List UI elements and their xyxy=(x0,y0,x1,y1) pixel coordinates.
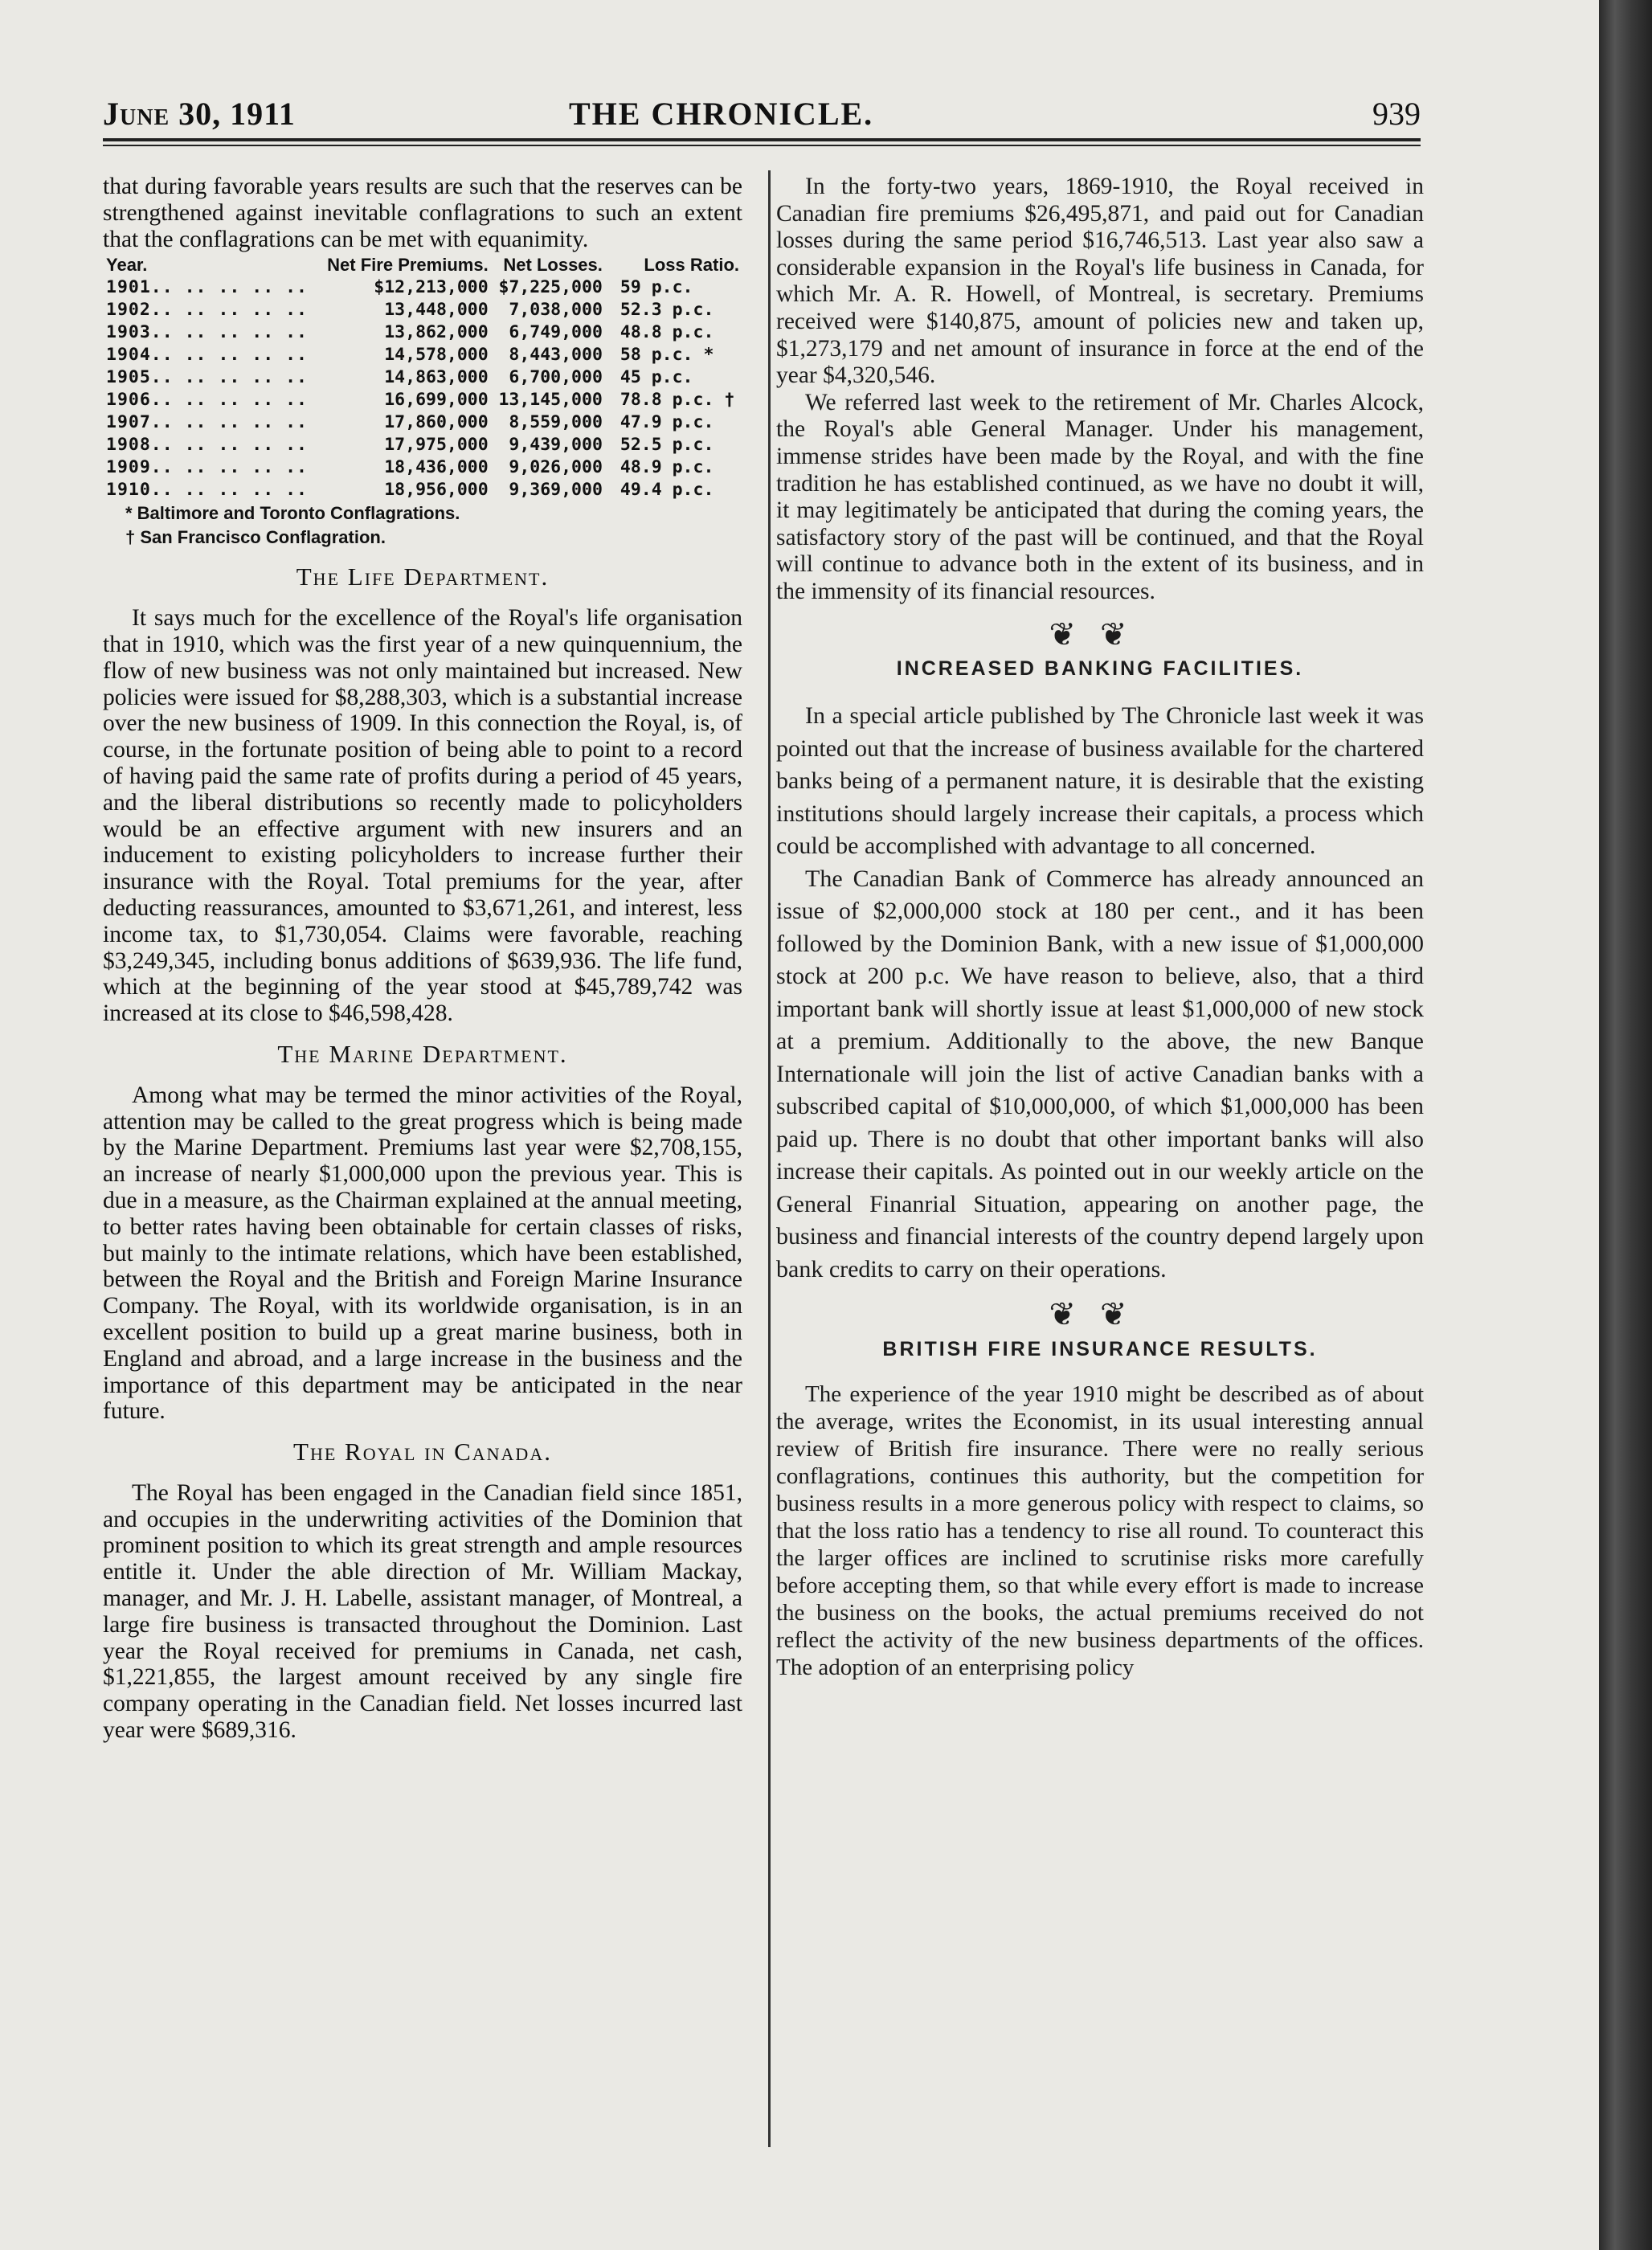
table-cell: 17,975,000 xyxy=(384,435,489,456)
header-rule-thin xyxy=(103,145,1421,146)
marine-department-paragraph: Among what may be termed the minor activities of the Royal, attention may be called to the great progress which is being made by the Marine Department. Premiums last year were $2,708,155, an increase of nearly $1,000,000 upon the previous year. This is due in a measure, as the Chairman explained at the annual meeting, to better rates having been obtainable for certain classes of risks, but mainly to the intimate relations, which have been established, between the Royal and the British and Foreign Marine Insurance Company. The Royal, with its worldwide organisation, is in an excellent position to build up a great marine business, both in England and abroad, and a large increase in the business and the importance of this department may be anticipated in the near future. xyxy=(103,1082,742,1425)
table-cell: 13,862,000 xyxy=(384,322,489,343)
table-row xyxy=(103,434,742,456)
header-date: June 30, 1911 xyxy=(103,96,296,132)
table-cell: 1908.. .. .. .. .. xyxy=(106,435,308,456)
table-cell: 13,145,000 xyxy=(498,390,603,411)
section-ornament-icon: ❦❦ xyxy=(1049,1296,1151,1333)
table-cell: 48.9 p.c. xyxy=(620,457,714,478)
table-row xyxy=(103,456,742,479)
table-cell: 6,700,000 xyxy=(509,367,603,388)
table-cell: 18,436,000 xyxy=(384,457,489,478)
section-ornament-icon: ❦❦ xyxy=(1049,616,1151,652)
table-row xyxy=(103,366,742,389)
table-cell: 1909.. .. .. .. .. xyxy=(106,457,308,478)
table-cell: 14,863,000 xyxy=(384,367,489,388)
table-cell: 6,749,000 xyxy=(509,322,603,343)
table-cell: 1906.. .. .. .. .. xyxy=(106,390,308,411)
banking-section xyxy=(776,700,1424,1286)
intro-paragraph: that during favorable years results are such that the reserves can be strengthened against inevitable conflagrations to such an extent that the conflagrations can be met with equanimity. xyxy=(103,174,742,252)
table-cell: 17,860,000 xyxy=(384,412,489,433)
table-row xyxy=(103,276,742,299)
table-cell: 9,026,000 xyxy=(509,457,603,478)
table-cell: 1910.. .. .. .. .. xyxy=(106,480,308,501)
banking-facilities-heading: INCREASED BANKING FACILITIES. xyxy=(896,657,1304,681)
table-row xyxy=(103,321,742,344)
header-title: THE CHRONICLE. xyxy=(569,96,874,132)
table-row xyxy=(103,479,742,501)
royal-in-canada-paragraph: The Royal has been engaged in the Canadian field since 1851, and occupies in the underwriting activities of the Dominion that prominent position to which its great strength and ample resources entitle it. Under the able direction of Mr. William Mackay, manager, and Mr. J. H. Labelle, assistant manager, of Montreal, a large fire business is transacted throughout the Dominion. Last year the Royal received for premiums in Canada, net cash, $1,221,855, the largest amount received by any single fire company operating in the Canadian field. Net losses incurred last year were $689,316. xyxy=(103,1479,742,1744)
table-header: Net Fire Premiums. xyxy=(327,255,489,276)
table-cell: 45 p.c. xyxy=(620,367,693,388)
table-footnote: † San Francisco Conflagration. xyxy=(125,527,386,548)
table-header: Loss Ratio. xyxy=(644,255,739,276)
table-cell: 14,578,000 xyxy=(384,345,489,366)
table-cell: $12,213,000 xyxy=(374,277,489,298)
table-footnote: * Baltimore and Toronto Conflagrations. xyxy=(125,503,460,524)
header-page-number: 939 xyxy=(1372,96,1421,132)
page-header xyxy=(103,95,1421,143)
banking-paragraph: In a special article published by The Chronicle last week it was pointed out that the increase of business available for the chartered banks being of a permanent nature, it is desirable that the existing institutions should largely increase their capitals, a process which could be accomplished with advantage to all concerned. xyxy=(776,702,1424,860)
british-fire-insurance-heading: BRITISH FIRE INSURANCE RESULTS. xyxy=(882,1337,1318,1360)
banking-paragraph: The Canadian Bank of Commerce has already announced an issue of $2,000,000 stock at 180 per cent., and it has been followed by the Dominion Bank, with a new issue of $1,000,000 stock at 200 p.c. We have reason to believe, also, that a third important bank will shortly issue at least $1,000,000 of new stock at a premium. Additionally to the above, the new Banque Internationale will join the list of active Canadian banks with a subscribed capital of $10,000,000, of which $1,000,000 has been paid up. There is no doubt that other important banks will also increase their capitals. As pointed out in our weekly article on the General Finanrial Situation, appearing on another page, the business and financial interests of the country depend largely upon bank credits to carry on their operations. xyxy=(776,865,1424,1282)
table-cell: 18,956,000 xyxy=(384,480,489,501)
table-row xyxy=(103,411,742,434)
left-column xyxy=(103,174,742,1744)
table-cell: 59 p.c. xyxy=(620,277,693,298)
table-cell: 1902.. .. .. .. .. xyxy=(106,300,308,321)
table-cell: 8,559,000 xyxy=(509,412,603,433)
table-cell: 1903.. .. .. .. .. xyxy=(106,322,308,343)
table-cell: $7,225,000 xyxy=(498,277,603,298)
table-cell: 7,038,000 xyxy=(509,300,603,321)
table-header: Year. xyxy=(106,255,148,276)
table-cell: 52.3 p.c. xyxy=(620,300,714,321)
fire-premiums-table xyxy=(103,254,742,501)
table-cell: 47.9 p.c. xyxy=(620,412,714,433)
life-department-heading: The Life Department. xyxy=(296,562,550,591)
table-cell: 48.8 p.c. xyxy=(620,322,714,343)
table-cell: 16,699,000 xyxy=(384,390,489,411)
table-cell: 9,369,000 xyxy=(509,480,603,501)
table-row xyxy=(103,389,742,411)
table-header-row xyxy=(103,254,742,276)
table-cell: 1907.. .. .. .. .. xyxy=(106,412,308,433)
table-cell: 78.8 p.c. † xyxy=(620,390,735,411)
header-rule-thick xyxy=(103,138,1421,141)
table-cell: 13,448,000 xyxy=(384,300,489,321)
table-cell: 8,443,000 xyxy=(509,345,603,366)
table-header: Net Losses. xyxy=(503,255,603,276)
table-row xyxy=(103,299,742,321)
table-cell: 58 p.c. * xyxy=(620,345,714,366)
table-cell: 1904.. .. .. .. .. xyxy=(106,345,308,366)
table-row xyxy=(103,344,742,366)
right-column xyxy=(776,174,1424,1681)
royal-canada-continued-paragraph: In the forty-two years, 1869-1910, the Royal received in Canadian fire premiums $26,495,871, and paid out for Canadian losses during the same period $16,746,513. Last year also saw a considerable expansion in the Royal's life business in Canada, for which Mr. A. R. Howell, of Montreal, is secretary. Premiums received were $140,875, amount of policies new and taken up, $1,273,179 and net amount of insurance in force at the end of the year $4,320,546. xyxy=(776,174,1424,389)
fire-insurance-section xyxy=(776,1381,1424,1681)
fire-insurance-paragraph: The experience of the year 1910 might be described as of about the average, writes the Economist, in its usual interesting annual review of British fire insurance. There were no really serious conflagrations, continues this authority, but the competition for business results in a more generous policy with respect to claims, so that the loss ratio has a tendency to rise all round. To counteract this the larger offices are inclined to scrutinise risks more carefully before accepting them, so that while every effort is made to increase the business on the books, the actual premiums received do not reflect the activity of the new business departments of the offices. The adoption of an enterprising policy xyxy=(776,1381,1424,1680)
alcock-retirement-paragraph: We referred last week to the retirement of Mr. Charles Alcock, the Royal's able General Manager. Under his management, immense strides have been made by the Royal, and with the fine tradition he has established continued, as we have no doubt it will, it may legitimately be anticipated that during the coming years, the satisfactory story of the past will be continued, and that the Royal will continue to advance both in the extent of its business, and in the immensity of its financial resources. xyxy=(776,389,1424,604)
marine-department-heading: The Marine Department. xyxy=(277,1039,568,1068)
table-cell: 49.4 p.c. xyxy=(620,480,714,501)
book-spine xyxy=(1599,0,1652,2250)
life-department-paragraph: It says much for the excellence of the Royal's life organisation that in 1910, which was the first year of a new quinquennium, the flow of new business was not only maintained but increased. New policies were issued for $8,288,303, which is a substantial increase over the new business of 1909. In this connection the Royal, is, of course, in the fortunate position of being able to point to a record of having paid the same rate of profits during a period of 45 years, and the liberal distributions so recently made to policyholders would be an effective argument with new insurers and an inducement to existing policyholders to increase further their insurance with the Royal. Total premiums for the year, after deducting reassurances, amounted to $3,671,261, and interest, less income tax, to $1,730,054. Claims were favorable, reaching $3,249,345, including bonus additions of $639,936. The life fund, which at the beginning of the year stood at $45,789,742 was increased at its close to $46,598,428. xyxy=(103,605,742,1027)
table-cell: 1905.. .. .. .. .. xyxy=(106,367,308,388)
table-cell: 52.5 p.c. xyxy=(620,435,714,456)
column-divider xyxy=(768,170,771,2147)
table-cell: 9,439,000 xyxy=(509,435,603,456)
table-cell: 1901.. .. .. .. .. xyxy=(106,277,308,298)
royal-in-canada-heading: The Royal in Canada. xyxy=(293,1438,552,1467)
